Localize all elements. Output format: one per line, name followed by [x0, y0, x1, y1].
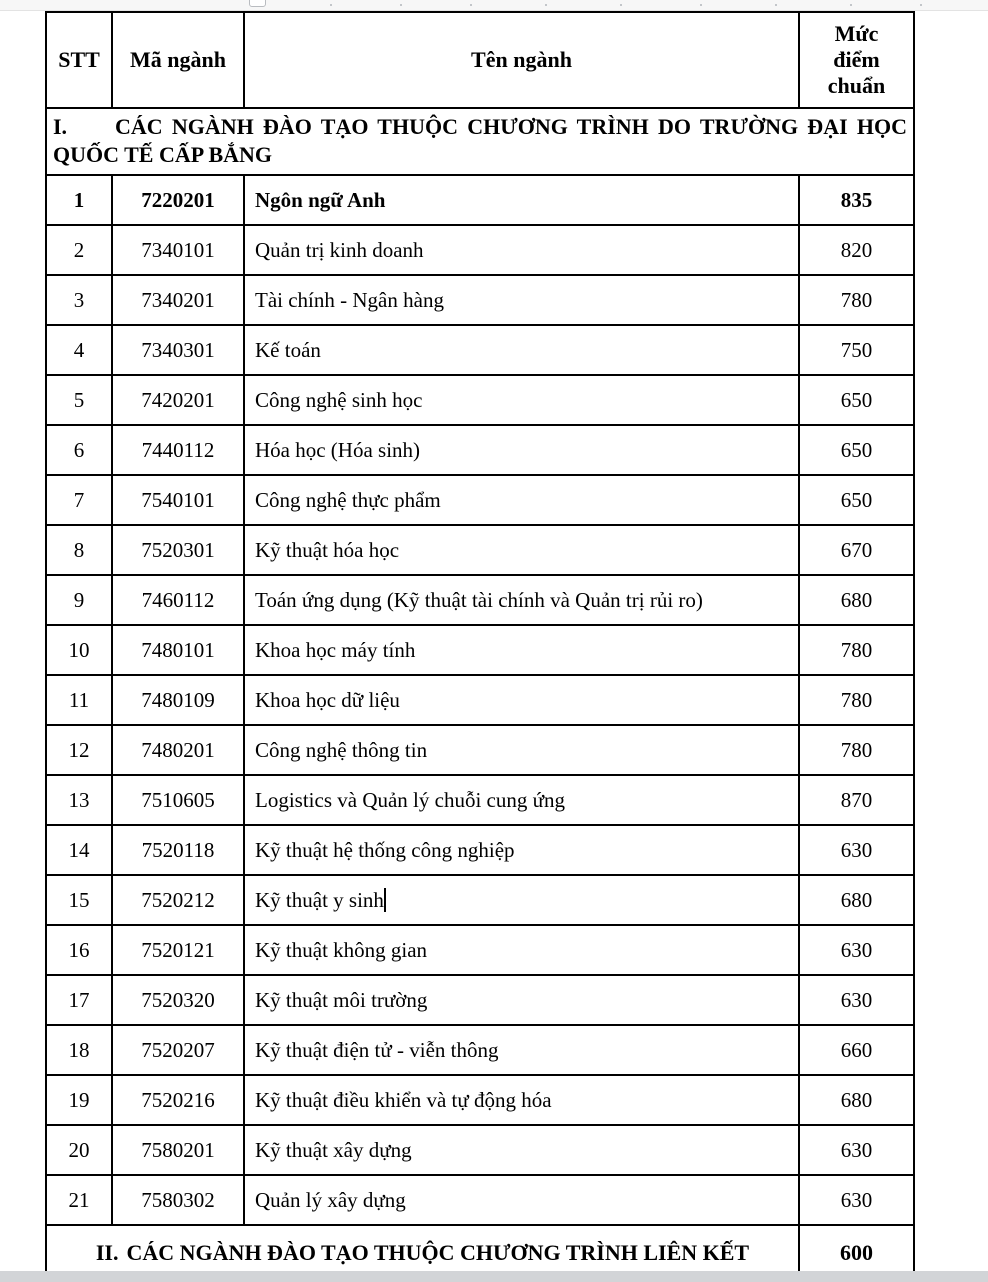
text-cursor-caret — [384, 888, 386, 912]
row-index-cell[interactable]: 13 — [46, 775, 112, 825]
major-name-cell[interactable] — [244, 625, 799, 675]
document-ruler[interactable] — [0, 0, 988, 11]
score-cell[interactable]: 650 — [799, 425, 914, 475]
major-name-cell[interactable] — [244, 675, 799, 725]
table-row[interactable] — [46, 675, 914, 725]
row-index-cell[interactable]: 19 — [46, 1075, 112, 1125]
major-code-cell[interactable]: 7520301 — [112, 525, 244, 575]
major-name-cell[interactable] — [244, 1075, 799, 1125]
score-cell[interactable]: 650 — [799, 375, 914, 425]
table-row[interactable] — [46, 625, 914, 675]
table-row[interactable] — [46, 275, 914, 325]
major-name-cell[interactable] — [244, 725, 799, 775]
window-bottom-chrome — [0, 1271, 988, 1282]
major-name-text: Kỹ thuật hệ thống công nghiệp — [255, 837, 515, 862]
row-index-cell[interactable]: 12 — [46, 725, 112, 775]
table-row[interactable] — [46, 975, 914, 1025]
score-cell[interactable]: 680 — [799, 875, 914, 925]
column-header-stt: STT — [46, 12, 112, 108]
tab-stop-marker[interactable] — [850, 4, 852, 6]
major-name-cell[interactable] — [244, 425, 799, 475]
score-header-line-3: chuẩn — [827, 72, 886, 98]
major-code-cell[interactable]: 7440112 — [112, 425, 244, 475]
major-name-text: Tài chính - Ngân hàng — [255, 287, 444, 312]
major-name-cell[interactable] — [244, 175, 799, 225]
document-page[interactable] — [0, 11, 988, 1271]
table-row[interactable] — [46, 725, 914, 775]
row-index-cell[interactable]: 8 — [46, 525, 112, 575]
major-name-text: Khoa học máy tính — [255, 637, 416, 662]
table-row[interactable] — [46, 225, 914, 275]
section-2-score[interactable]: 600 — [799, 1225, 914, 1271]
major-name-text: Kỹ thuật môi trường — [255, 987, 428, 1012]
score-cell[interactable]: 630 — [799, 825, 914, 875]
major-code-cell[interactable]: 7520207 — [112, 1025, 244, 1075]
major-name-cell[interactable] — [244, 775, 799, 825]
column-header-name: Tên ngành — [244, 12, 799, 108]
tab-stop-marker[interactable] — [620, 4, 622, 6]
tab-stop-marker[interactable] — [470, 4, 472, 6]
major-name-cell[interactable] — [244, 875, 799, 925]
score-header-line-2: điểm — [833, 47, 880, 73]
row-index-cell[interactable]: 1 — [46, 175, 112, 225]
major-name-cell[interactable] — [244, 575, 799, 625]
section-2-text: CÁC NGÀNH ĐÀO TẠO THUỘC CHƯƠNG TRÌNH LIÊN KẾT — [126, 1240, 750, 1266]
major-name-text: Kế toán — [255, 337, 321, 362]
major-code-cell[interactable]: 7520216 — [112, 1075, 244, 1125]
column-header-code: Mã ngành — [112, 12, 244, 108]
major-name-text: Công nghệ thông tin — [255, 737, 428, 762]
major-name-cell[interactable] — [244, 925, 799, 975]
row-index-cell[interactable]: 16 — [46, 925, 112, 975]
admission-score-table[interactable] — [45, 11, 915, 1271]
major-code-cell[interactable]: 7340201 — [112, 275, 244, 325]
major-code-cell[interactable]: 7480109 — [112, 675, 244, 725]
major-name-cell[interactable] — [244, 325, 799, 375]
row-index-cell[interactable]: 9 — [46, 575, 112, 625]
major-code-cell[interactable]: 7340301 — [112, 325, 244, 375]
major-code-cell[interactable]: 7480101 — [112, 625, 244, 675]
major-code-cell[interactable]: 7520121 — [112, 925, 244, 975]
tab-stop-marker[interactable] — [920, 4, 922, 6]
tab-stop-marker[interactable] — [700, 4, 702, 6]
score-cell[interactable]: 780 — [799, 675, 914, 725]
section-2-number: II. — [95, 1240, 119, 1266]
major-name-text: Kỹ thuật không gian — [255, 937, 428, 962]
row-index-cell[interactable]: 10 — [46, 625, 112, 675]
table-row[interactable] — [46, 525, 914, 575]
section-1-number: I. — [53, 114, 68, 139]
major-name-cell[interactable] — [244, 375, 799, 425]
score-header-line-1: Mức — [834, 21, 879, 47]
row-index-cell[interactable]: 14 — [46, 825, 112, 875]
major-code-cell[interactable]: 7220201 — [112, 175, 244, 225]
table-row[interactable] — [46, 375, 914, 425]
score-cell[interactable]: 870 — [799, 775, 914, 825]
major-name-text: Logistics và Quản lý chuỗi cung ứng — [255, 787, 565, 812]
major-code-cell[interactable]: 7520118 — [112, 825, 244, 875]
major-code-cell[interactable]: 7420201 — [112, 375, 244, 425]
row-index-cell[interactable]: 17 — [46, 975, 112, 1025]
major-code-cell[interactable]: 7340101 — [112, 225, 244, 275]
table-row[interactable] — [46, 1175, 914, 1225]
table-row[interactable] — [46, 475, 914, 525]
major-name-text: Toán ứng dụng (Kỹ thuật tài chính và Quản trị rủi ro) — [255, 587, 703, 612]
major-name-cell[interactable] — [244, 1025, 799, 1075]
major-name-cell[interactable] — [244, 275, 799, 325]
score-cell[interactable]: 630 — [799, 1125, 914, 1175]
row-index-cell[interactable]: 20 — [46, 1125, 112, 1175]
section-2-cell[interactable] — [46, 1225, 799, 1271]
score-cell[interactable]: 780 — [799, 275, 914, 325]
major-name-cell[interactable] — [244, 225, 799, 275]
section-1-text: CÁC NGÀNH ĐÀO TẠO THUỘC CHƯƠNG TRÌNH DO TRƯỜNG ĐẠI HỌC QUỐC TẾ CẤP BẮNG — [53, 114, 907, 167]
major-name-cell[interactable] — [244, 975, 799, 1025]
score-cell[interactable]: 750 — [799, 325, 914, 375]
score-cell[interactable]: 650 — [799, 475, 914, 525]
major-name-text: Quản lý xây dựng — [255, 1187, 406, 1212]
score-cell[interactable]: 630 — [799, 975, 914, 1025]
row-index-cell[interactable]: 4 — [46, 325, 112, 375]
tab-stop-marker[interactable] — [400, 4, 402, 6]
major-name-text: Công nghệ sinh học — [255, 387, 423, 412]
major-name-text: Quản trị kinh doanh — [255, 237, 424, 262]
section-1-cell[interactable] — [46, 108, 914, 175]
table-row[interactable] — [46, 575, 914, 625]
major-name-text: Kỹ thuật điều khiển và tự động hóa — [255, 1087, 552, 1112]
major-name-text: Kỹ thuật điện tử - viễn thông — [255, 1037, 499, 1062]
table-row[interactable] — [46, 325, 914, 375]
major-name-cell[interactable] — [244, 525, 799, 575]
row-index-cell[interactable]: 6 — [46, 425, 112, 475]
table-row[interactable] — [46, 875, 914, 925]
major-name-text: Kỹ thuật y sinh — [255, 887, 384, 912]
score-cell[interactable]: 630 — [799, 1175, 914, 1225]
major-code-cell[interactable]: 7580302 — [112, 1175, 244, 1225]
major-code-cell[interactable]: 7580201 — [112, 1125, 244, 1175]
major-name-text: Kỹ thuật hóa học — [255, 537, 400, 562]
score-cell[interactable]: 780 — [799, 625, 914, 675]
table-header-row — [46, 12, 914, 108]
row-index-cell[interactable]: 18 — [46, 1025, 112, 1075]
major-name-text: Kỹ thuật xây dựng — [255, 1137, 412, 1162]
score-cell[interactable]: 835 — [799, 175, 914, 225]
major-name-cell[interactable] — [244, 1175, 799, 1225]
row-index-cell[interactable]: 7 — [46, 475, 112, 525]
score-cell[interactable]: 660 — [799, 1025, 914, 1075]
table-row[interactable] — [46, 1025, 914, 1075]
first-line-indent-marker[interactable] — [249, 0, 266, 7]
score-cell[interactable]: 780 — [799, 725, 914, 775]
row-index-cell[interactable]: 3 — [46, 275, 112, 325]
major-code-cell[interactable]: 7510605 — [112, 775, 244, 825]
table-row[interactable] — [46, 925, 914, 975]
table-row[interactable] — [46, 425, 914, 475]
row-index-cell[interactable]: 2 — [46, 225, 112, 275]
score-cell[interactable]: 680 — [799, 1075, 914, 1125]
table-row[interactable] — [46, 825, 914, 875]
column-header-score — [799, 12, 914, 108]
table-row[interactable] — [46, 1075, 914, 1125]
score-cell[interactable]: 630 — [799, 925, 914, 975]
major-name-text: Khoa học dữ liệu — [255, 687, 400, 712]
section-heading-row-2[interactable] — [46, 1225, 914, 1271]
tab-stop-marker[interactable] — [545, 4, 547, 6]
score-cell[interactable]: 680 — [799, 575, 914, 625]
major-name-text: Ngôn ngữ Anh — [255, 187, 386, 212]
major-name-cell[interactable] — [244, 825, 799, 875]
tab-stop-marker[interactable] — [330, 4, 332, 6]
row-index-cell[interactable]: 15 — [46, 875, 112, 925]
major-name-cell[interactable] — [244, 475, 799, 525]
major-code-cell[interactable]: 7480201 — [112, 725, 244, 775]
table-row[interactable] — [46, 775, 914, 825]
tab-stop-marker[interactable] — [775, 4, 777, 6]
row-index-cell[interactable]: 21 — [46, 1175, 112, 1225]
row-index-cell[interactable]: 5 — [46, 375, 112, 425]
score-cell[interactable]: 670 — [799, 525, 914, 575]
major-code-cell[interactable]: 7520212 — [112, 875, 244, 925]
table-row[interactable] — [46, 1125, 914, 1175]
table-row[interactable] — [46, 175, 914, 225]
row-index-cell[interactable]: 11 — [46, 675, 112, 725]
major-name-text: Hóa học (Hóa sinh) — [255, 437, 421, 462]
section-heading-row-1[interactable] — [46, 108, 914, 175]
score-cell[interactable]: 820 — [799, 225, 914, 275]
major-name-cell[interactable] — [244, 1125, 799, 1175]
major-code-cell[interactable]: 7520320 — [112, 975, 244, 1025]
major-name-text: Công nghệ thực phẩm — [255, 487, 441, 512]
major-code-cell[interactable]: 7540101 — [112, 475, 244, 525]
major-code-cell[interactable]: 7460112 — [112, 575, 244, 625]
